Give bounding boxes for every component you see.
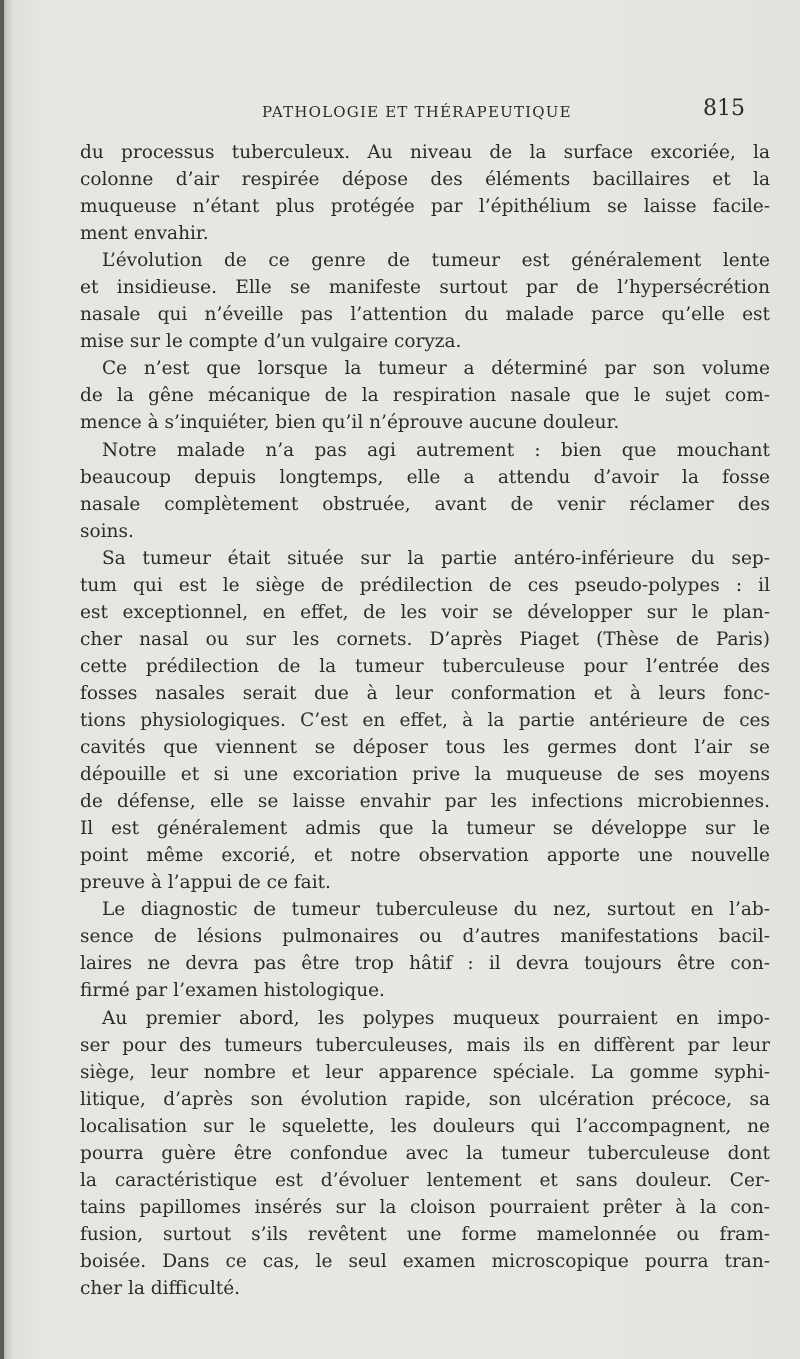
text-line: cavités que viennent se déposer tous les germes dont l’air se (80, 737, 770, 759)
text-line: tum qui est le siège de prédilection de ces pseudo-polypes : il (80, 574, 770, 596)
text-line: sence de lésions pulmonaires ou d’autres manifestations bacil- (80, 926, 770, 948)
text-line: nasale complètement obstruée, avant de venir réclamer des (80, 493, 770, 515)
page-header (0, 90, 800, 130)
paragraph-start-line: Ce n’est que lorsque la tumeur a déterminé par son volume (102, 358, 770, 380)
paragraph-start-line: L’évolution de ce genre de tumeur est généralement lente (102, 250, 770, 272)
text-line: localisation sur le squelette, les douleurs qui l’accompagnent, ne (80, 1115, 770, 1137)
text-line: mise sur le compte d’un vulgaire coryza. (80, 331, 462, 353)
text-line: tains papillomes insérés sur la cloison pourraient prêter à la con- (80, 1196, 770, 1218)
text-line: la caractéristique est d’évoluer lentement et sans douleur. Cer- (80, 1169, 770, 1191)
text-line: mence à s’inquiéter, bien qu’il n’éprouve aucune douleur. (80, 412, 620, 434)
body-text (80, 139, 770, 1302)
text-line: du processus tuberculeux. Au niveau de la surface excoriée, la (80, 142, 770, 163)
text-line: est exceptionnel, en effet, de les voir se développer sur le plan- (80, 601, 770, 623)
text-line: point même excorié, et notre observation apporte une nouvelle (80, 845, 770, 867)
text-line: de défense, elle se laisse envahir par les infections microbiennes. (80, 791, 770, 813)
page-number: 815 (703, 96, 745, 121)
text-line: siège, leur nombre et leur apparence spéciale. La gomme syphi- (80, 1061, 770, 1083)
text-line: Il est généralement admis que la tumeur se développe sur le (80, 818, 770, 840)
text-line: laires ne devra pas être trop hâtif : il devra toujours être con- (80, 953, 770, 975)
paragraph-start-line: Le diagnostic de tumeur tuberculeuse du nez, surtout en l’ab- (102, 899, 770, 921)
text-line: ment envahir. (80, 223, 209, 245)
text-line: preuve à l’appui de ce fait. (80, 872, 331, 894)
paragraph-start-line: Notre malade n’a pas agi autrement : bien que mouchant (102, 439, 770, 461)
text-line: fusion, surtout s’ils revêtent une forme mamelonnée ou fram- (80, 1223, 770, 1245)
text-line: colonne d’air respirée dépose des éléments bacillaires et la (80, 169, 770, 191)
text-line: muqueuse n’étant plus protégée par l’épithélium se laisse facile- (80, 196, 770, 218)
text-line: pourra guère être confondue avec la tumeur tuberculeuse dont (80, 1142, 770, 1164)
text-line: dépouille et si une excoriation prive la muqueuse de ses moyens (80, 764, 770, 786)
text-line: fosses nasales serait due à leur conformation et à leurs fonc- (80, 682, 770, 704)
paragraph-start-line: Au premier abord, les polypes muqueux pourraient en impo- (102, 1007, 770, 1029)
text-line: cher nasal ou sur les cornets. D’après Piaget (Thèse de Paris) (80, 628, 770, 650)
text-line: firmé par l’examen histologique. (80, 980, 385, 1002)
text-line: cette prédilection de la tumeur tuberculeuse pour l’entrée des (80, 655, 770, 677)
text-line: cher la difficulté. (80, 1277, 241, 1299)
page-gutter-shadow (0, 0, 4, 1359)
text-line: litique, d’après son évolution rapide, son ulcération précoce, sa (80, 1088, 770, 1110)
text-line: et insidieuse. Elle se manifeste surtout par de l’hypersécrétion (80, 277, 770, 299)
running-head: PATHOLOGIE ET THÉRAPEUTIQUE (262, 103, 572, 121)
text-line: soins. (80, 520, 134, 542)
text-line: beaucoup depuis longtemps, elle a attendu d’avoir la fosse (80, 466, 770, 488)
text-line: ser pour des tumeurs tuberculeuses, mais ils en diffèrent par leur (80, 1034, 770, 1056)
text-line: de la gêne mécanique de la respiration nasale que le sujet com- (80, 385, 770, 407)
text-line: tions physiologiques. C’est en effet, à la partie antérieure de ces (80, 709, 770, 731)
text-line: boisée. Dans ce cas, le seul examen microscopique pourra tran- (80, 1250, 770, 1272)
paragraph-start-line: Sa tumeur était située sur la partie antéro-inférieure du sep- (102, 547, 770, 569)
text-line: nasale qui n’éveille pas l’attention du malade parce qu’elle est (80, 304, 770, 326)
